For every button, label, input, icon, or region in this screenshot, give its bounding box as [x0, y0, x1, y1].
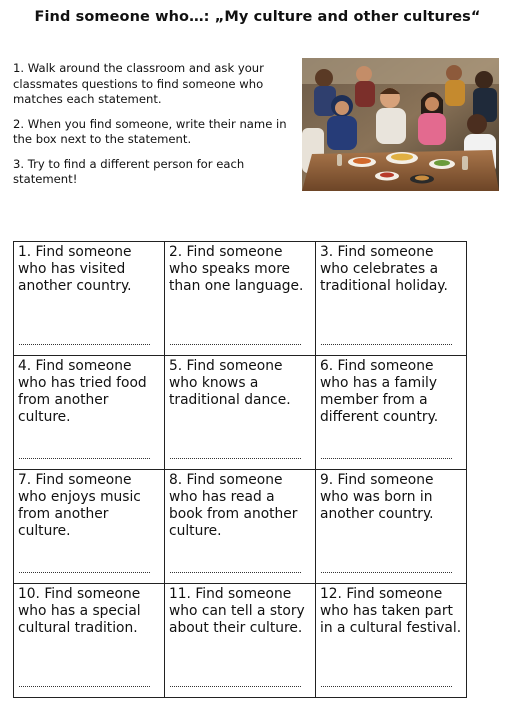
name-answer-line[interactable]	[170, 458, 301, 459]
grid-cell[interactable]	[165, 470, 316, 584]
instruction-3: 3. Try to find a different person for each statement!	[13, 156, 245, 186]
statement-text: 6. Find someone who has a family member from a different country.	[320, 358, 439, 425]
statement-text: 4. Find someone who has tried food from another culture.	[18, 358, 147, 425]
grid-cell[interactable]	[165, 356, 316, 470]
grid-cell[interactable]	[316, 470, 467, 584]
name-answer-line[interactable]	[19, 344, 150, 345]
name-answer-line[interactable]	[19, 572, 150, 573]
grid-cell[interactable]	[14, 356, 165, 470]
grid-row	[14, 242, 467, 356]
statement-text: 3. Find someone who celebrates a traditional holiday.	[320, 244, 448, 294]
name-answer-line[interactable]	[321, 686, 452, 687]
name-answer-line[interactable]	[19, 686, 150, 687]
statement-text: 5. Find someone who knows a traditional dance.	[169, 358, 291, 408]
statement-text: 11. Find someone who can tell a story about their culture.	[169, 586, 305, 636]
statement-text: 1. Find someone who has visited another country.	[18, 244, 132, 294]
name-answer-line[interactable]	[170, 686, 301, 687]
grid-row	[14, 356, 467, 470]
find-someone-grid	[13, 241, 467, 698]
statement-text: 10. Find someone who has a special cultural tradition.	[18, 586, 141, 636]
name-answer-line[interactable]	[321, 344, 452, 345]
statement-text: 2. Find someone who speaks more than one language.	[169, 244, 304, 294]
instructions	[13, 61, 295, 197]
grid-cell[interactable]	[316, 356, 467, 470]
name-answer-line[interactable]	[170, 344, 301, 345]
grid-cell[interactable]	[14, 584, 165, 698]
classroom-photo	[302, 58, 499, 191]
instruction-2: 2. When you find someone, write their name in the box next to the statement.	[13, 116, 287, 146]
instruction-1: 1. Walk around the classroom and ask your classmates questions to find someone who matches each statement.	[13, 61, 264, 106]
grid-cell[interactable]	[14, 470, 165, 584]
name-answer-line[interactable]	[19, 458, 150, 459]
statement-text: 12. Find someone who has taken part in a cultural festival.	[320, 586, 462, 636]
grid-row	[14, 470, 467, 584]
statement-text: 9. Find someone who was born in another country.	[320, 472, 434, 522]
name-answer-line[interactable]	[321, 572, 452, 573]
grid-cell[interactable]	[316, 242, 467, 356]
grid-cell[interactable]	[316, 584, 467, 698]
grid-cell[interactable]	[165, 584, 316, 698]
grid-cell[interactable]	[165, 242, 316, 356]
statement-text: 7. Find someone who enjoys music from another culture.	[18, 472, 141, 539]
name-answer-line[interactable]	[321, 458, 452, 459]
statement-text: 8. Find someone who has read a book from another culture.	[169, 472, 298, 539]
worksheet-title: Find someone who…: „My culture and other cultures“	[34, 9, 481, 25]
name-answer-line[interactable]	[170, 572, 301, 573]
grid-row	[14, 584, 467, 698]
grid-cell[interactable]	[14, 242, 165, 356]
